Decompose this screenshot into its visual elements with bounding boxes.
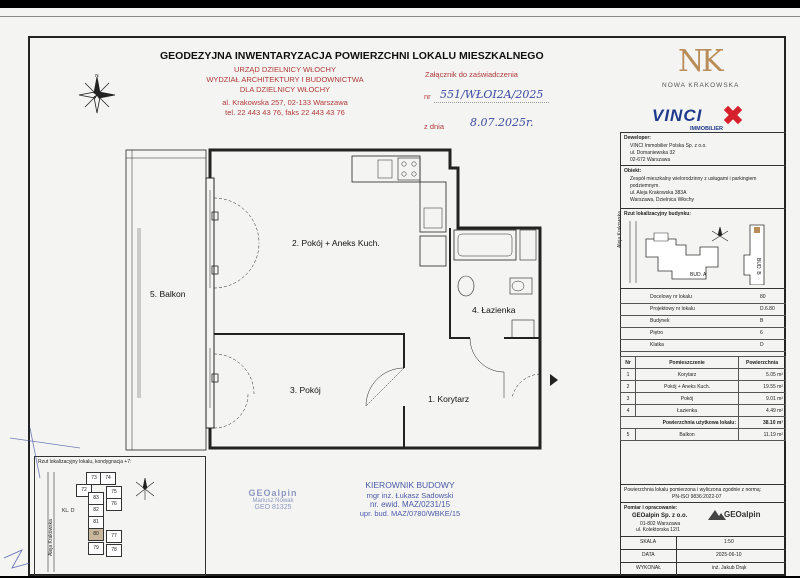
- unit-prop-value: D.6.80: [760, 306, 775, 312]
- key-plan-unit: 80: [88, 528, 104, 541]
- manager-stamp-line3: nr. ewid. MAZ/0231/15: [369, 500, 451, 509]
- document-title: GEODEZYJNA INWENTARYZACJA POWIERZCHNI LOKALU MIESZKALNEGO: [160, 50, 544, 62]
- object-line4: Warszawa, Dzielnica Włochy: [630, 197, 694, 203]
- sheet-top-edge: [0, 16, 800, 17]
- office-stamp-line5: tel. 22 443 43 76, faks 22 443 43 76: [225, 108, 345, 117]
- unit-prop-rule: [620, 327, 786, 328]
- date-value: 2025-06-10: [716, 552, 742, 558]
- key-plan-unit: 76: [106, 498, 122, 511]
- key-plan-unit: 78: [106, 544, 122, 557]
- right-panel-rule-made: [620, 562, 786, 563]
- right-panel-rule-date: [620, 549, 786, 550]
- date-label: DATA: [642, 552, 655, 558]
- unit-prop-rule: [620, 315, 786, 316]
- key-plan-klatka: KL. D: [62, 508, 75, 514]
- room-area: 5.05 m²: [739, 369, 786, 381]
- manager-stamp-line2: mgr inż. Łukasz Sadowski: [366, 491, 454, 500]
- total-label: Powierzchnia użytkowa lokalu:: [621, 417, 739, 429]
- vinci-logo-sub: IMMOBILIER: [690, 126, 723, 132]
- key-plan-street: Aleja Krakowska: [48, 519, 54, 556]
- unit-prop-label: Projektowy nr lokalu: [650, 306, 695, 312]
- scale-value: 1:50: [724, 539, 734, 545]
- unit-prop-rule: [620, 351, 786, 352]
- room-nr: 5: [621, 429, 636, 441]
- total-value: 38.10 m²: [739, 417, 786, 429]
- developer-line1: VINCI Immobilier Polska Sp. z o.o.: [630, 143, 707, 149]
- unit-prop-label: Klatka: [650, 342, 664, 348]
- header-area: Powierzchnia: [739, 357, 786, 369]
- key-plan-unit: 77: [106, 530, 122, 543]
- author-label: Pomiar i opracowanie:: [624, 505, 678, 511]
- table-row: [621, 381, 786, 393]
- unit-prop-label: Piętro: [650, 330, 664, 336]
- room-label-4: 4. Łazienka: [472, 305, 516, 315]
- room-label-3: 3. Pokój: [290, 385, 321, 395]
- nk-logo-mark: NK: [678, 44, 721, 79]
- table-row: [621, 369, 786, 381]
- norm-line2: PN-ISO 9836:2022-07: [672, 494, 722, 500]
- key-plan-unit: 72: [76, 484, 92, 497]
- table-row: [621, 405, 786, 417]
- room-nr: 1: [621, 369, 636, 381]
- manager-stamp-line4: upr. bud. MAZ/0780/WBKE/15: [359, 509, 461, 518]
- room-label-5: 5. Balkon: [150, 289, 186, 299]
- table-row: [621, 393, 786, 405]
- vinci-cross-icon: [722, 104, 744, 126]
- surveyor-stamp: [228, 488, 318, 511]
- key-plan-unit: 82: [88, 504, 104, 517]
- room-label-1: 1. Korytarz: [428, 394, 470, 404]
- table-row: [621, 429, 786, 441]
- room-nr: 3: [621, 393, 636, 405]
- vinci-logo: VINCI: [652, 106, 703, 125]
- right-panel-rule-4: [620, 288, 786, 289]
- right-panel-rule-2: [620, 165, 786, 166]
- office-stamp-line1: URZĄD DZIELNICY WŁOCHY: [234, 65, 336, 74]
- unit-prop-value: 6: [760, 330, 763, 336]
- key-plan-compass-icon: [132, 476, 158, 502]
- office-stamp-line4: al. Krakowska 257, 02-133 Warszawa: [222, 98, 348, 107]
- scale-label: SKALA: [640, 539, 657, 545]
- location-bud-a: BUD. A: [690, 272, 707, 278]
- key-plan-unit: 73: [86, 472, 102, 485]
- right-panel-rule-author: [620, 502, 786, 503]
- author-addr1: 01-802 Warszawa: [640, 521, 681, 527]
- room-name: Korytarz: [636, 369, 739, 381]
- key-plan-unit: 83: [88, 492, 104, 505]
- room-label-2: 2. Pokój + Aneks Kuch.: [292, 238, 380, 248]
- key-plan-unit: 81: [88, 516, 104, 529]
- header-nr: Nr: [621, 357, 636, 369]
- header-room: Pomieszczenie: [636, 357, 739, 369]
- room-nr: 2: [621, 381, 636, 393]
- svg-text:N: N: [95, 74, 99, 79]
- object-line3: ul. Aleja Krakowska 383A: [630, 190, 687, 196]
- attachment-label: Załącznik do zaświadczenia: [425, 70, 518, 79]
- manager-stamp: [330, 480, 490, 518]
- floor-plan: [120, 138, 560, 458]
- key-plan-unit: 79: [88, 542, 104, 555]
- key-plan-label: Rzut lokalizacyjny lokalu, kondygnacja +7:: [38, 459, 132, 465]
- room-name: Pokój + Aneks Kuch.: [636, 381, 739, 393]
- room-nr: 4: [621, 405, 636, 417]
- room-area: 11.19 m²: [739, 429, 786, 441]
- attachment-nr-label: nr: [424, 92, 431, 101]
- unit-prop-rule: [620, 339, 786, 340]
- author-addr2: ul. Kolektorska 12/1: [636, 527, 680, 533]
- surveyor-stamp-line3: GEO 81325: [254, 504, 292, 511]
- developer-line3: 02-672 Warszawa: [630, 157, 671, 163]
- made-value: inż. Jakub Drąk: [712, 565, 747, 571]
- right-panel-rule-1: [620, 132, 786, 133]
- right-panel-rule-scale: [620, 536, 786, 537]
- surveyor-stamp-line1: GEOalpin: [248, 488, 298, 498]
- room-area: 9.01 m²: [739, 393, 786, 405]
- north-compass-icon: [76, 74, 118, 116]
- room-area: 19.55 m²: [739, 381, 786, 393]
- key-plan-unit: 75: [106, 486, 122, 499]
- room-area: 4.49 m²: [739, 405, 786, 417]
- manager-stamp-line1: KIEROWNIK BUDOWY: [365, 480, 455, 490]
- office-stamp: [190, 65, 380, 118]
- key-plan-unit: 74: [100, 472, 116, 485]
- unit-prop-value: 80: [760, 294, 766, 300]
- right-panel-rule-norm: [620, 484, 786, 485]
- document-sheet: [0, 8, 800, 576]
- location-bud-b: BUD. B: [755, 258, 761, 275]
- attachment-date-value: 8.07.2025r.: [470, 116, 534, 129]
- table-total-row: [621, 417, 786, 429]
- right-panel-rule-3: [620, 208, 786, 209]
- rooms-table: [620, 356, 786, 441]
- location-label: Rzut lokalizacyjny budynku:: [624, 211, 691, 217]
- handwritten-marks: [0, 418, 120, 578]
- room-name: Pokój: [636, 393, 739, 405]
- room-name: Łazienka: [636, 405, 739, 417]
- unit-prop-rule: [620, 303, 786, 304]
- location-street: Aleja Krakowska: [617, 211, 623, 248]
- footer-col-divider: [676, 536, 677, 576]
- made-label: WYKONAŁ: [636, 565, 662, 571]
- norm-line1: Powierzchnia lokalu pomierzona i wyliczona zgodnie z normą:: [624, 487, 762, 493]
- unit-prop-label: Budynek: [650, 318, 670, 324]
- developer-label: Deweloper:: [624, 135, 651, 141]
- geoalpin-logo: GEOalpin: [724, 510, 761, 519]
- unit-prop-value: B: [760, 318, 764, 324]
- attachment-nr-value: 551/WŁOI2A/2025: [440, 88, 544, 101]
- table-header-row: [621, 357, 786, 369]
- attachment-date-label: z dnia: [424, 122, 445, 131]
- developer-line2: ul. Domaniewska 32: [630, 150, 676, 156]
- unit-prop-value: D: [760, 342, 764, 348]
- room-name: Balkon: [636, 429, 739, 441]
- nr-dotted-line: [434, 102, 549, 103]
- object-line2: podziemnym.: [630, 183, 660, 189]
- unit-prop-label: Docelowy nr lokalu: [650, 294, 692, 300]
- author-company: GEOalpin Sp. z o.o.: [632, 513, 688, 519]
- nk-logo-name: NOWA KRAKOWSKA: [662, 82, 740, 89]
- office-stamp-line2: WYDZIAŁ ARCHITEKTURY I BUDOWNICTWA: [206, 75, 364, 84]
- surveyor-stamp-line2: Mariusz Nowak: [252, 498, 294, 504]
- object-line1: Zespół mieszkalny wielorodzinny z usługami i parkingiem: [630, 176, 757, 182]
- object-label: Obiekt:: [624, 168, 642, 174]
- office-stamp-line3: DLA DZIELNICY WŁOCHY: [239, 85, 331, 94]
